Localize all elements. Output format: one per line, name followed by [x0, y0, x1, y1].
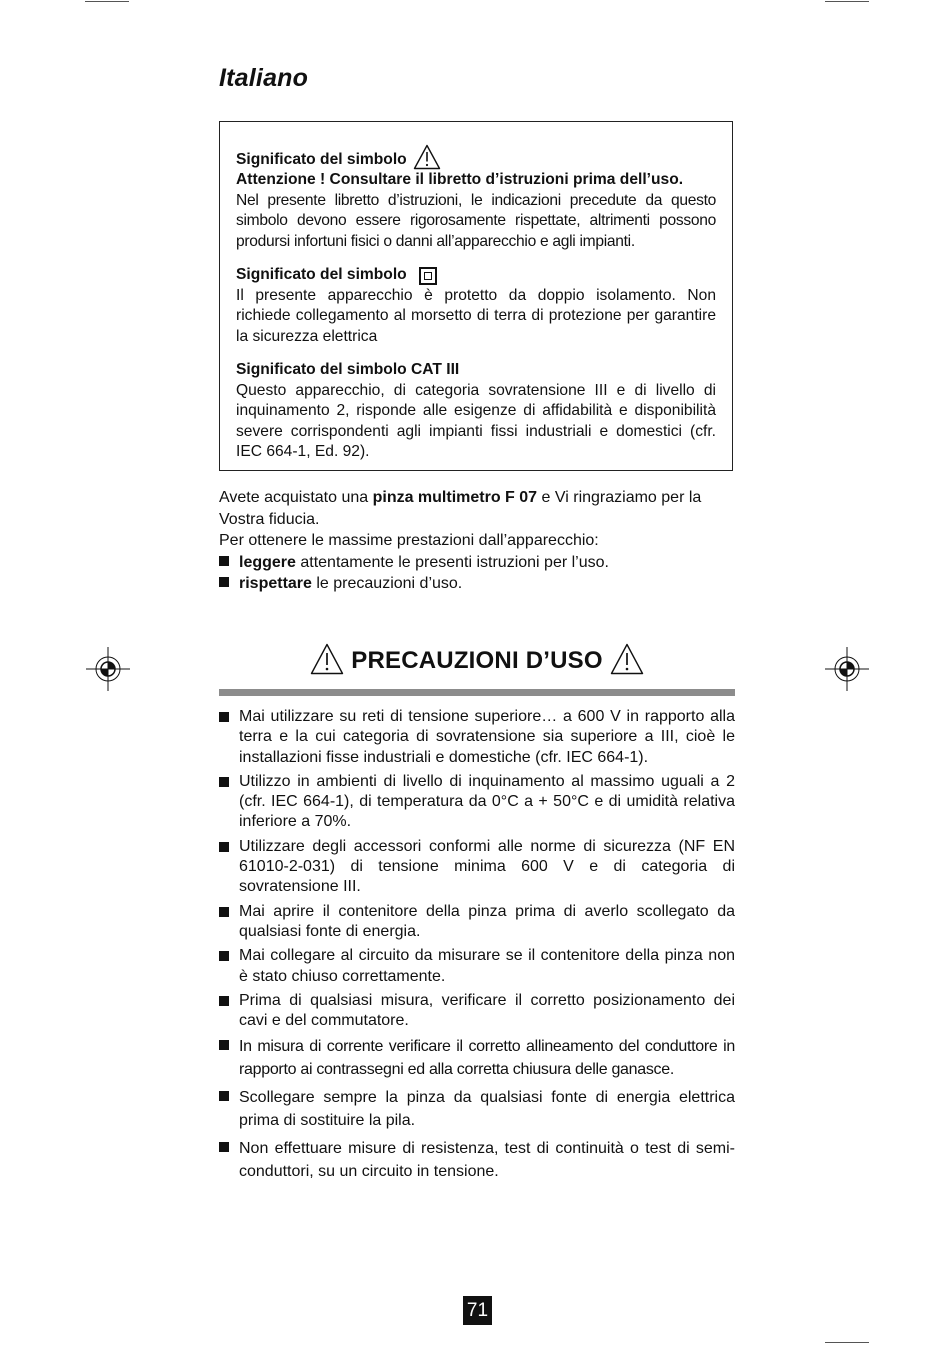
warning-triangle-icon [310, 643, 344, 675]
symbol-heading [236, 265, 716, 286]
list-item-text: Prima di qualsiasi misura, verificare il corretto posizionamento dei cavi e del commutatore. [239, 991, 735, 1030]
bullet-square-icon [219, 842, 229, 852]
bullet-square-icon [219, 907, 229, 917]
bullet-text: attentamente le presenti istruzioni per l’uso. [295, 553, 609, 571]
registration-mark-icon [86, 647, 130, 691]
symbol-notice-box [219, 121, 733, 471]
symbol-description: Questo apparecchio, di categoria sovratensione III e di livello di inquinamento 2, risponde alle esigenze di affidabilità e disponibilità severe corrispondenti agli impianti fissi industriali e domestici (cfr. IEC 664-1, Ed. 92). [236, 381, 716, 460]
list-item-text: Mai aprire il contenitore della pinza prima di averlo scollegato da qualsiasi fonte di energia. [239, 902, 735, 940]
registration-mark-icon [825, 647, 869, 691]
symbol-heading-label: Significato del simbolo [236, 266, 407, 283]
bullet-keyword: rispettare [239, 575, 312, 592]
precautions-list [219, 707, 735, 1188]
intro-paragraph [219, 487, 735, 530]
section-title [219, 643, 735, 675]
bullet-square-icon [219, 951, 229, 961]
list-item [219, 573, 735, 595]
warning-triangle-icon [413, 144, 441, 170]
double-insulation-icon [419, 267, 437, 285]
bullet-keyword: leggere [239, 553, 296, 571]
bullet-square-icon [219, 556, 229, 566]
symbol-heading [236, 144, 716, 170]
list-item-text: Utilizzo in ambienti di livello di inquinamento al massimo uguali a 2 (cfr. IEC 664-1), di temperatura da 0°C a + 50°C e di umidità relativa inferiore a 70%. [239, 772, 735, 831]
list-item-text: In misura di corrente verificare il corretto allineamento del conduttore in rapporto ai contrassegni ed alla corretta chiusura delle ganasce. [239, 1038, 735, 1079]
list-item [219, 902, 735, 943]
warning-triangle-icon [610, 643, 644, 675]
bullet-square-icon [219, 1040, 229, 1050]
intro-text: e Vi ringraziamo per la Vostra fiducia. [219, 489, 702, 528]
crop-mark [825, 1, 869, 2]
bullet-square-icon [219, 577, 229, 587]
list-item-text: Utilizzare degli accessori conformi alle norme di sicurezza (NF EN 61010-2-031) di tensione minima 600 V e di categoria di sovratensione III. [239, 837, 735, 896]
page-number: 71 [463, 1296, 492, 1325]
bullet-square-icon [219, 1142, 229, 1152]
bullet-square-icon [219, 777, 229, 787]
list-item-text: Non effettuare misure di resistenza, test di continuità o test di semi-conduttori, su un circuito in tensione. [239, 1140, 735, 1181]
crop-mark [825, 1342, 869, 1343]
warning-line: Attenzione ! Consultare il libretto d’istruzioni prima dell’uso. [236, 171, 684, 188]
list-item [219, 1086, 735, 1132]
list-item [219, 707, 735, 768]
intro-text: Avete acquistato una [219, 489, 373, 506]
list-item [219, 991, 735, 1032]
list-item-text: Mai utilizzare su reti di tensione superiore… a 600 V in rapporto alla terra e la cui categoria di sovratensione sia superiore a III, cioè le installazioni fisse industriali e domestiche (cfr. IEC 664-1). [239, 708, 735, 766]
list-item [219, 1137, 735, 1183]
intro-section [219, 487, 735, 595]
symbol-heading [236, 360, 716, 381]
crop-mark [85, 1, 129, 2]
bullet-text: le precauzioni d’uso. [311, 575, 463, 592]
language-title: Italiano [219, 64, 309, 92]
bullet-square-icon [219, 712, 229, 722]
symbol-description: Nel presente libretto d’istruzioni, le indicazioni precedute da questo simbolo devono essere rigorosamente rispettate, altrimenti possono prodursi infortuni fisici o danni all’apparecchio e agli impianti. [236, 191, 716, 250]
intro-paragraph: Per ottenere le massime prestazioni dall’apparecchio: [219, 532, 599, 549]
section-title-text: PRECAUZIONI D’USO [351, 647, 603, 674]
list-item [219, 772, 735, 833]
bullet-square-icon [219, 1091, 229, 1101]
symbol-heading-label: Significato del simbolo [236, 150, 407, 168]
list-item [219, 946, 735, 987]
symbol-description: Il presente apparecchio è protetto da doppio isolamento. Non richiede collegamento al morsetto di terra di protezione per garantire la sicurezza elettrica [236, 286, 716, 345]
symbol-heading-label: Significato del simbolo CAT III [236, 361, 460, 378]
product-name: pinza multimetro F 07 [372, 489, 538, 506]
list-item-text: Scollegare sempre la pinza da qualsiasi fonte di energia elettrica prima di sostituire la pila. [239, 1089, 735, 1130]
list-item-text: Mai collegare al circuito da misurare se il contenitore della pinza non è stato chiuso correttamente. [239, 947, 735, 985]
list-item [219, 837, 735, 898]
list-item [219, 552, 735, 574]
list-item [219, 1035, 735, 1081]
bullet-square-icon [219, 996, 229, 1006]
section-divider [219, 689, 735, 696]
